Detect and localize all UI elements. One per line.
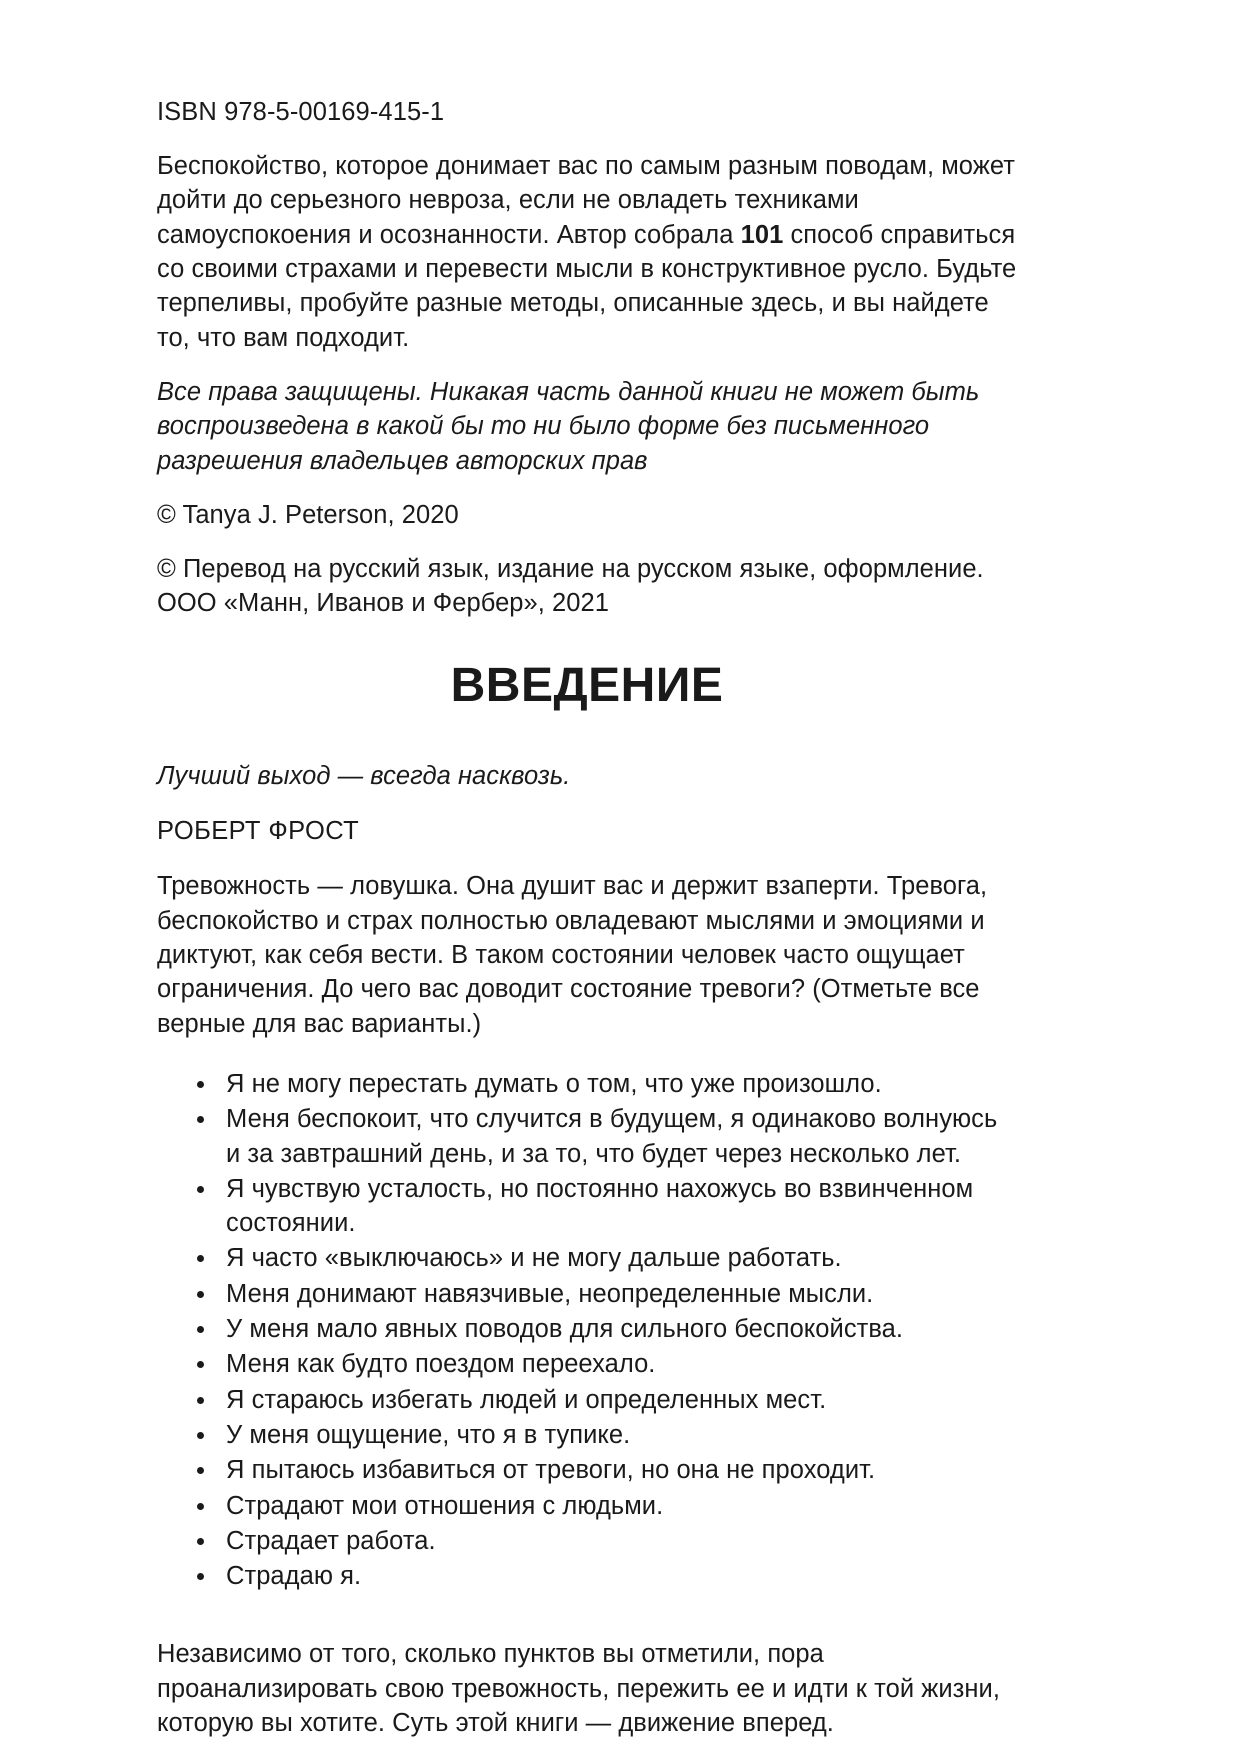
annotation-count-bold: 101 (740, 220, 784, 249)
list-item (157, 1453, 1017, 1487)
bullet-dot-icon (197, 1291, 204, 1298)
copyright-author: © Tanya J. Peterson, 2020 (157, 500, 459, 529)
list-item (157, 1067, 1017, 1101)
epigraph-attribution: РОБЕРТ ФРОСТ (157, 817, 360, 846)
bullet-dot-icon (197, 1186, 204, 1193)
page-content (157, 96, 1017, 1740)
bullet-dot-icon (197, 1503, 204, 1510)
list-item-label: Страдает работа. (226, 1526, 436, 1555)
list-item-label: Меня донимают навязчивые, неопределенные мысли. (226, 1279, 874, 1308)
list-item (157, 1418, 1017, 1452)
bullet-dot-icon (197, 1397, 204, 1404)
list-item (157, 1277, 1017, 1311)
intro-paragraph: Тревожность — ловушка. Она душит вас и держит взаперти. Тревога, беспокойство и страх полностью овладевают мыслями и эмоциями и диктуют, как себя вести. В таком состоянии человек часто ощущает ограничения. До чего вас доводит состояние тревоги? (Отметьте все верные для вас варианты.) (157, 872, 988, 1038)
isbn-line: ISBN 978-5-00169-415-1 (157, 98, 445, 126)
bullet-dot-icon (197, 1116, 204, 1123)
list-item (157, 1383, 1017, 1417)
list-item (157, 1559, 1017, 1593)
list-item-label: Страдаю я. (226, 1562, 362, 1591)
copyright-translation: © Перевод на русский язык, издание на русском языке, оформление. ООО «Манн, Иванов и Фербер», 2021 (157, 555, 984, 618)
bullet-dot-icon (197, 1432, 204, 1439)
anxiety-checklist (157, 1067, 1017, 1593)
bullet-dot-icon (197, 1326, 204, 1333)
list-item-label: Меня как будто поездом переехало. (226, 1350, 656, 1379)
list-item (157, 1524, 1017, 1558)
rights-notice: Все права защищены. Никакая часть данной книги не может быть воспроизведена в какой бы то ни было форме без письменного разрешения владельцев авторских прав (157, 377, 980, 475)
list-item-label: У меня ощущение, что я в тупике. (226, 1420, 631, 1449)
list-item-label: Страдают мои отношения с людьми. (226, 1491, 664, 1520)
list-item (157, 1102, 1017, 1171)
bullet-dot-icon (197, 1467, 204, 1474)
bullet-dot-icon (197, 1361, 204, 1368)
list-item (157, 1489, 1017, 1523)
list-item-label: Я часто «выключаюсь» и не могу дальше работать. (226, 1244, 842, 1273)
annotation-text-part2: способ справиться со своими страхами и перевести мысли в конструктивное русло. Будьте терпеливы, пробуйте разные методы, описанные здесь, и вы найдете то, что вам подходит. (157, 220, 1017, 352)
bullet-dot-icon (197, 1255, 204, 1262)
list-item-label: У меня мало явных поводов для сильного беспокойства. (226, 1315, 904, 1344)
list-item-label: Меня беспокоит, что случится в будущем, я одинаково волнуюсь и за завтрашний день, и за то, что будет через несколько лет. (226, 1105, 998, 1168)
bullet-dot-icon (197, 1538, 204, 1545)
annotation-text-part1: Беспокойство, которое донимает вас по самым разным поводам, может дойти до серьезного невроза, если не овладеть техниками самоуспокоения и осознанности. Автор собрала (157, 152, 1015, 249)
list-item-label: Я стараюсь избегать людей и определенных мест. (226, 1385, 827, 1414)
list-item (157, 1312, 1017, 1346)
bullet-dot-icon (197, 1573, 204, 1580)
list-item (157, 1347, 1017, 1381)
list-item (157, 1172, 1017, 1241)
list-item-label: Я чувствую усталость, но постоянно нахожусь во взвинченном состоянии. (226, 1174, 974, 1238)
list-item-label: Я не могу перестать думать о том, что уже произошло. (226, 1069, 882, 1098)
closing-paragraph: Независимо от того, сколько пунктов вы отметили, пора проанализировать свою тревожность, пережить ее и идти к той жизни, которую вы хотите. Суть этой книги — движение вперед. (157, 1640, 1000, 1738)
annotation-paragraph (157, 149, 1017, 355)
chapter-title: ВВЕДЕНИЕ (450, 658, 724, 712)
list-item-label: Я пытаюсь избавиться от тревоги, но она не проходит. (226, 1456, 876, 1485)
bullet-dot-icon (197, 1081, 204, 1088)
epigraph-quote: Лучший выход — всегда насквозь. (157, 761, 571, 790)
list-item (157, 1241, 1017, 1275)
